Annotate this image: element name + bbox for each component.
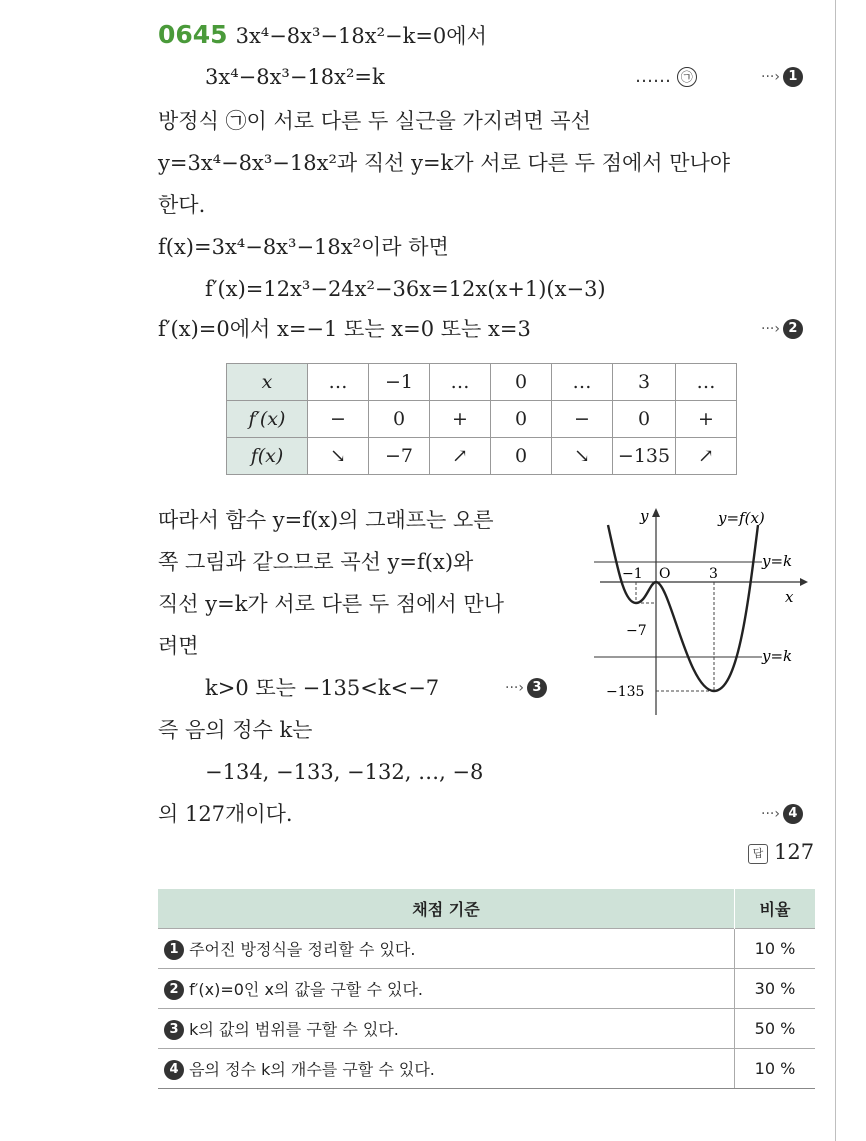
step-marker-1: [761, 66, 803, 87]
table-cell: +: [676, 401, 737, 438]
table-cell: …: [676, 364, 737, 401]
step-marker-2: [761, 318, 803, 339]
problem-number: 0645: [158, 20, 228, 49]
integer-list: −134, −133, −132, …, −8: [205, 760, 484, 784]
equation-tag: …… ㉠: [635, 66, 697, 87]
table-cell: …: [430, 364, 491, 401]
step-badge: 4: [783, 804, 803, 824]
tick-label: O: [659, 566, 671, 582]
equation-1: 3x⁴−8x³−18x²−k=0에서: [235, 24, 487, 48]
table-cell: ↘: [308, 438, 369, 475]
table-cell: x: [227, 364, 308, 401]
table-cell: 0: [491, 438, 552, 475]
table-cell: …: [552, 364, 613, 401]
ratio-cell: 10 %: [735, 929, 816, 969]
k-range: k>0 또는 −135<k<−7: [205, 676, 440, 700]
ratio-cell: 50 %: [735, 1009, 816, 1049]
function-graph: [590, 505, 825, 720]
x-axis-arrow-icon: [800, 578, 808, 586]
dotted-arrow-icon: ···›: [761, 321, 780, 337]
tick-label: −7: [626, 623, 647, 639]
table-cell: +: [430, 401, 491, 438]
table-header-row: [158, 889, 815, 929]
table-cell: −1: [369, 364, 430, 401]
problem-header: [158, 20, 487, 51]
table-cell: −7: [369, 438, 430, 475]
step-badge: 2: [164, 980, 184, 1000]
table-cell: f(x): [227, 438, 308, 475]
table-cell: f′(x): [227, 401, 308, 438]
step-badge: 4: [164, 1060, 184, 1080]
line-label-top: y=k: [762, 552, 793, 570]
step-marker-3: [505, 677, 547, 698]
text-line: y=3x⁴−8x³−18x²과 직선 y=k가 서로 다른 두 점에서 만나야: [158, 151, 731, 175]
line-label-bottom: y=k: [762, 647, 793, 665]
step-badge: 2: [783, 319, 803, 339]
curve-label: y=f(x): [718, 509, 765, 527]
table-cell: 0: [491, 401, 552, 438]
table-row: [227, 401, 737, 438]
table-cell: 0: [491, 364, 552, 401]
table-cell: ↗: [430, 438, 491, 475]
table-cell: −: [552, 401, 613, 438]
ref-circle-icon: ㉠: [677, 67, 697, 87]
step-badge: 3: [164, 1020, 184, 1040]
text-line: 의 127개이다.: [158, 802, 293, 826]
increase-decrease-table: [226, 363, 737, 475]
criteria-cell: 1 주어진 방정식을 정리할 수 있다.: [158, 929, 735, 969]
tick-label: −1: [622, 566, 643, 582]
table-row: [158, 1009, 815, 1049]
derivative-equation: f′(x)=12x³−24x²−36x=12x(x+1)(x−3): [205, 277, 606, 301]
header-ratio: 비율: [735, 889, 816, 929]
table-cell: ↘: [552, 438, 613, 475]
function-definition: f(x)=3x⁴−8x³−18x²이라 하면: [158, 235, 449, 259]
table-row: [158, 929, 815, 969]
table-cell: 3: [613, 364, 676, 401]
criteria-cell: 2 f′(x)=0인 x의 값을 구할 수 있다.: [158, 969, 735, 1009]
page-edge: [835, 0, 836, 1141]
dotted-arrow-icon: ···›: [505, 680, 524, 696]
step-marker-4: [761, 803, 803, 824]
x-axis-label: x: [785, 588, 794, 606]
table-row: [227, 364, 737, 401]
text-line: 려면: [158, 634, 199, 658]
answer-value: 127: [774, 840, 815, 864]
grading-table: [158, 889, 815, 1089]
ratio-cell: 30 %: [735, 969, 816, 1009]
table-cell: 0: [369, 401, 430, 438]
equation-2: 3x⁴−8x³−18x²=k: [205, 65, 385, 89]
table-cell: 0: [613, 401, 676, 438]
tick-label: 3: [709, 566, 718, 582]
dotted-arrow-icon: ···›: [761, 806, 780, 822]
dotted-arrow-icon: ···›: [761, 69, 780, 85]
text-line: 쪽 그림과 같으므로 곡선 y=f(x)와: [158, 550, 474, 574]
final-answer: [748, 840, 814, 864]
header-criteria: 채점 기준: [158, 889, 735, 929]
table-cell: −: [308, 401, 369, 438]
table-row: [158, 969, 815, 1009]
y-axis-label: y: [640, 507, 649, 525]
table-row: [227, 438, 737, 475]
critical-points: f′(x)=0에서 x=−1 또는 x=0 또는 x=3: [158, 317, 531, 341]
criteria-cell: 3 k의 값의 범위를 구할 수 있다.: [158, 1009, 735, 1049]
table-cell: ↗: [676, 438, 737, 475]
y-axis-arrow-icon: [652, 508, 660, 517]
step-badge: 1: [164, 940, 184, 960]
text-line: 한다.: [158, 193, 206, 217]
text-line: 따라서 함수 y=f(x)의 그래프는 오른: [158, 508, 494, 532]
tick-label: −135: [606, 684, 645, 700]
text-line: 방정식 ㉠이 서로 다른 두 실근을 가지려면 곡선: [158, 109, 591, 133]
text-line: 직선 y=k가 서로 다른 두 점에서 만나: [158, 592, 504, 616]
table-cell: …: [308, 364, 369, 401]
curve-y-f-x: [608, 525, 758, 691]
table-row: [158, 1049, 815, 1089]
step-badge: 3: [527, 678, 547, 698]
text-line: 즉 음의 정수 k는: [158, 718, 313, 742]
table-cell: −135: [613, 438, 676, 475]
criteria-cell: 4 음의 정수 k의 개수를 구할 수 있다.: [158, 1049, 735, 1089]
answer-icon: 답: [748, 844, 768, 864]
ratio-cell: 10 %: [735, 1049, 816, 1089]
step-badge: 1: [783, 67, 803, 87]
